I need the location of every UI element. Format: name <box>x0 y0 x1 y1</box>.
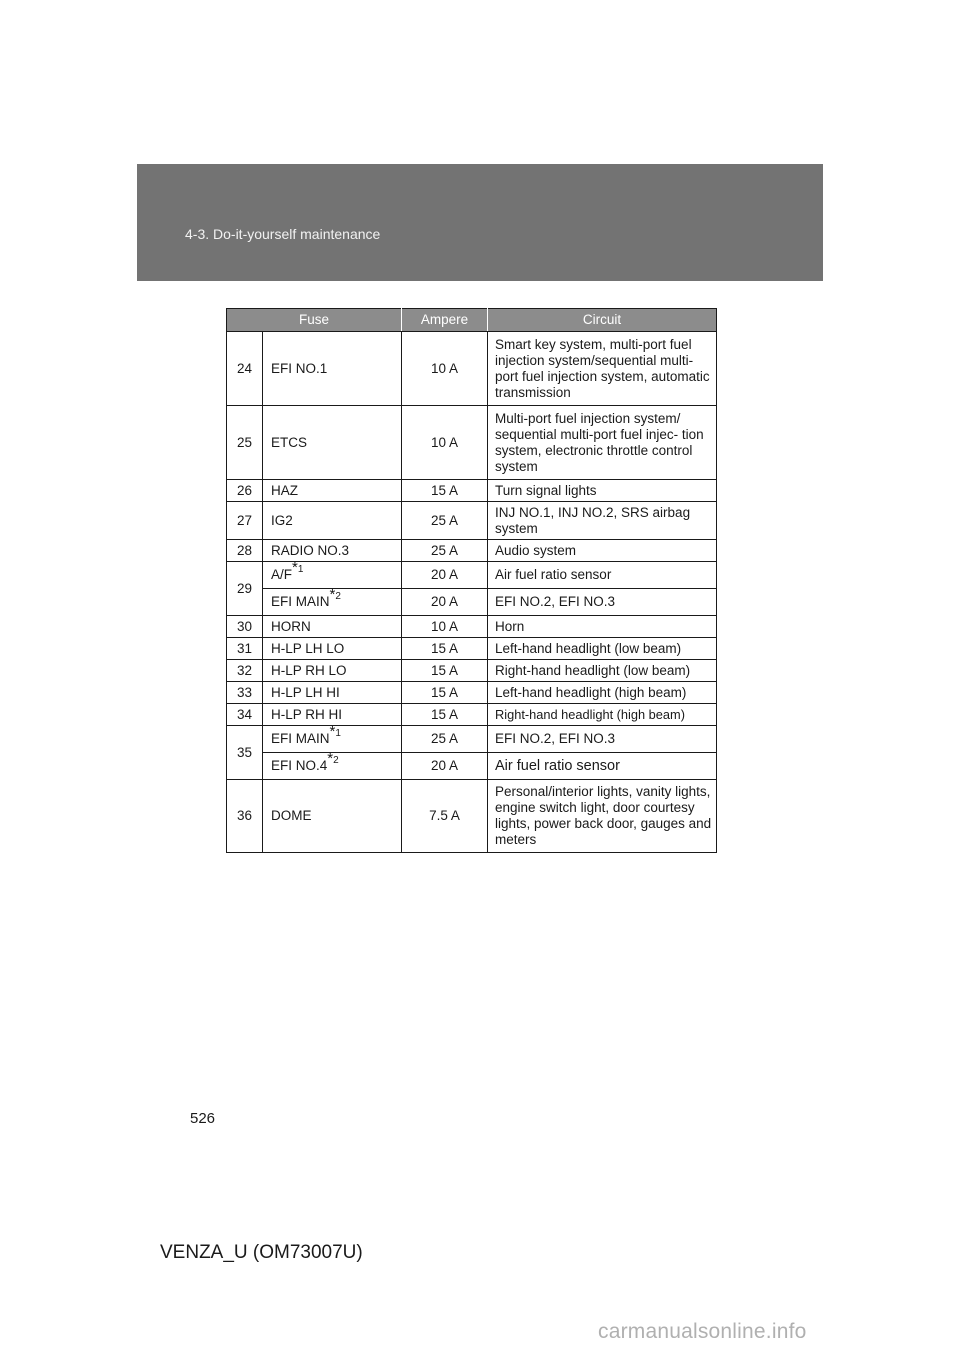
fuse-name: EFI MAIN <box>271 594 330 609</box>
watermark: carmanualsonline.info <box>598 1320 807 1343</box>
footnote-marker <box>292 558 304 576</box>
fuse-ampere: 20 A <box>402 562 488 589</box>
table-row <box>227 682 717 704</box>
table-row <box>227 562 717 589</box>
table-row <box>227 502 717 540</box>
fuse-name: EFI NO.1 <box>263 332 402 406</box>
fuse-circuit: EFI NO.2, EFI NO.3 <box>488 726 717 753</box>
column-header-circuit: Circuit <box>488 309 717 332</box>
fuse-circuit: Audio system <box>488 540 717 562</box>
table-row <box>227 660 717 682</box>
fuse-ampere: 10 A <box>402 616 488 638</box>
fuse-circuit: Air fuel ratio sensor <box>488 753 717 780</box>
footnote-marker <box>329 585 341 603</box>
fuse-number: 32 <box>227 660 263 682</box>
fuse-name: H-LP LH LO <box>263 638 402 660</box>
fuse-circuit: Multi-port fuel injection system/ sequential multi-port fuel injec- tion system, electronic throttle control system <box>488 406 717 480</box>
document-id: VENZA_U (OM73007U) <box>160 1242 363 1263</box>
fuse-circuit: Air fuel ratio sensor <box>488 562 717 589</box>
fuse-name: ETCS <box>263 406 402 480</box>
header-band <box>137 164 823 281</box>
footnote-marker <box>329 722 341 740</box>
fuse-name-cell <box>263 585 402 616</box>
footnote-number: 2 <box>333 754 339 766</box>
table-row <box>227 540 717 562</box>
fuse-name: DOME <box>263 780 402 853</box>
page-number: 526 <box>190 1110 216 1127</box>
fuse-number: 28 <box>227 540 263 562</box>
fuse-number: 31 <box>227 638 263 660</box>
fuse-name: HAZ <box>263 480 402 502</box>
table-row <box>227 753 717 780</box>
table-header-row <box>227 309 717 332</box>
footnote-star: * <box>329 722 336 740</box>
fuse-ampere: 20 A <box>402 589 488 616</box>
fuse-table <box>226 308 717 853</box>
fuse-name: EFI NO.4 <box>271 758 328 773</box>
fuse-name: RADIO NO.3 <box>263 540 402 562</box>
fuse-number: 35 <box>227 726 263 780</box>
fuse-number: 34 <box>227 704 263 726</box>
column-header-ampere: Ampere <box>402 309 488 332</box>
fuse-circuit: Horn <box>488 616 717 638</box>
fuse-name-cell <box>263 558 402 589</box>
fuse-ampere: 15 A <box>402 660 488 682</box>
fuse-number: 30 <box>227 616 263 638</box>
fuse-number: 36 <box>227 780 263 853</box>
fuse-ampere: 25 A <box>402 726 488 753</box>
footnote-star: * <box>292 558 298 576</box>
footnote-star: * <box>329 585 336 603</box>
fuse-name: HORN <box>263 616 402 638</box>
fuse-circuit: Turn signal lights <box>488 480 717 502</box>
fuse-ampere: 25 A <box>402 502 488 540</box>
fuse-name: IG2 <box>263 502 402 540</box>
fuse-ampere: 15 A <box>402 682 488 704</box>
fuse-circuit: Personal/interior lights, vanity lights, engine switch light, door courtesy lights, power back door, gauges and meters <box>488 780 717 853</box>
fuse-number: 33 <box>227 682 263 704</box>
table-row <box>227 480 717 502</box>
fuse-ampere: 7.5 A <box>402 780 488 853</box>
table-row <box>227 616 717 638</box>
footnote-star: * <box>327 749 334 767</box>
fuse-circuit: Left-hand headlight (low beam) <box>488 638 717 660</box>
footnote-marker <box>327 749 339 767</box>
fuse-name-cell <box>263 722 402 753</box>
footnote-number: 2 <box>335 590 341 602</box>
fuse-ampere: 20 A <box>402 753 488 780</box>
section-title: 4-3. Do-it-yourself maintenance <box>185 226 381 242</box>
fuse-ampere: 15 A <box>402 480 488 502</box>
fuse-circuit: Left-hand headlight (high beam) <box>488 682 717 704</box>
table-row <box>227 406 717 480</box>
table-row <box>227 589 717 616</box>
fuse-circuit: EFI NO.2, EFI NO.3 <box>488 589 717 616</box>
fuse-name: H-LP RH HI <box>263 704 402 726</box>
footnote-number: 1 <box>297 563 304 575</box>
fuse-name: EFI MAIN <box>271 731 330 746</box>
table-row <box>227 332 717 406</box>
fuse-ampere: 15 A <box>402 638 488 660</box>
fuse-number: 27 <box>227 502 263 540</box>
fuse-number: 26 <box>227 480 263 502</box>
fuse-name: H-LP LH HI <box>263 682 402 704</box>
fuse-ampere: 25 A <box>402 540 488 562</box>
fuse-number: 29 <box>227 562 263 616</box>
table-row <box>227 704 717 726</box>
fuse-circuit: Right-hand headlight (high beam) <box>488 704 717 726</box>
fuse-ampere: 10 A <box>402 332 488 406</box>
column-header-fuse: Fuse <box>227 309 402 332</box>
table-row <box>227 726 717 753</box>
footnote-number: 1 <box>335 727 341 739</box>
fuse-number: 25 <box>227 406 263 480</box>
fuse-number: 24 <box>227 332 263 406</box>
fuse-name: A/F <box>271 567 293 582</box>
fuse-circuit: Smart key system, multi-port fuel injection system/sequential multi-port fuel injection system, automatic transmission <box>488 332 717 406</box>
fuse-name: H-LP RH LO <box>263 660 402 682</box>
fuse-ampere: 10 A <box>402 406 488 480</box>
fuse-name-cell <box>263 749 402 780</box>
table-row <box>227 780 717 853</box>
fuse-ampere: 15 A <box>402 704 488 726</box>
fuse-circuit: Right-hand headlight (low beam) <box>488 660 717 682</box>
fuse-circuit: INJ NO.1, INJ NO.2, SRS airbag system <box>488 502 717 540</box>
table-row <box>227 638 717 660</box>
